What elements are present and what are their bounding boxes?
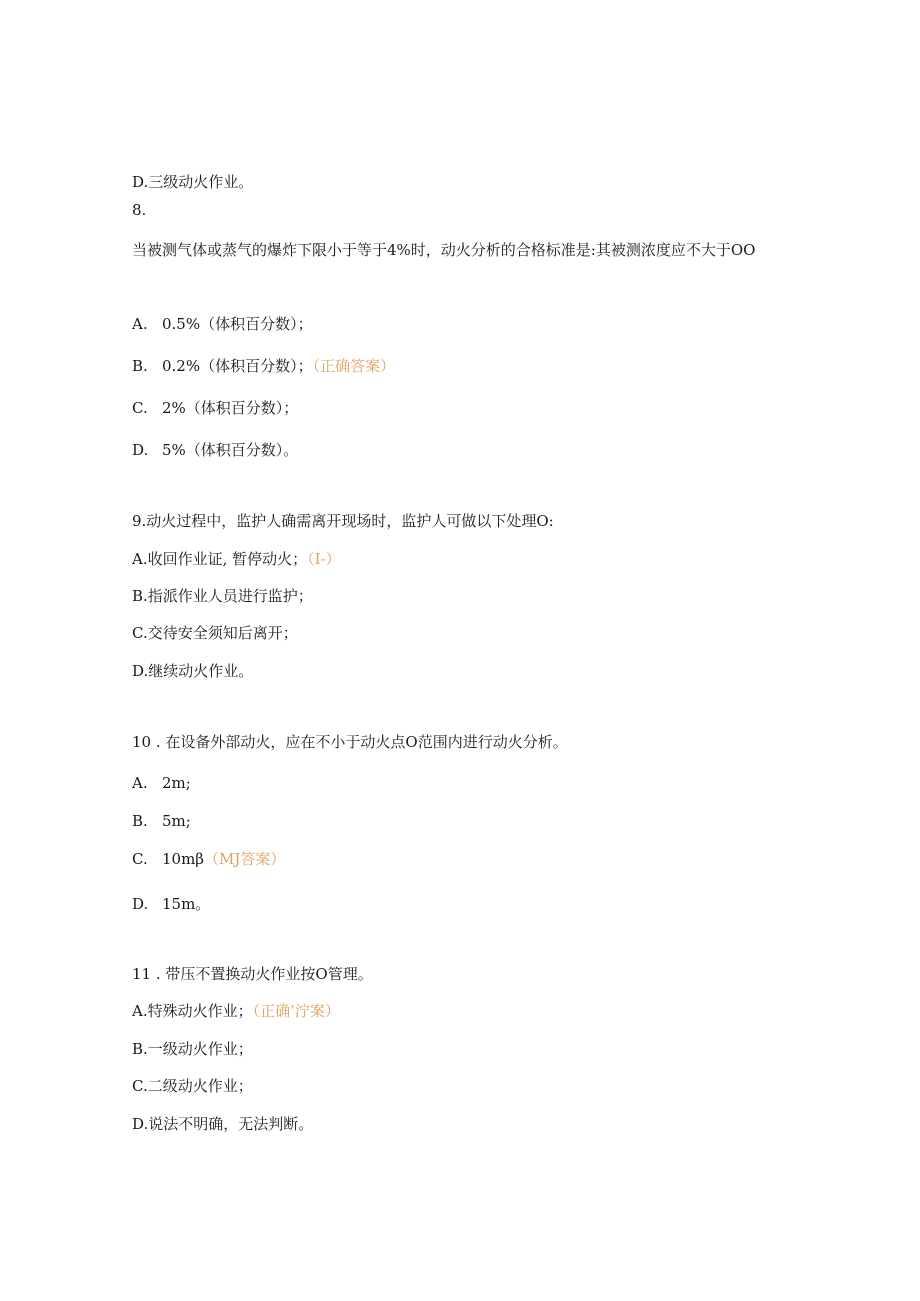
q10-option-b: B. 5m; bbox=[132, 812, 191, 830]
q9-option-c: C.交待安全须知后离开； bbox=[132, 624, 298, 642]
q8-stem: 当被测气体或蒸气的爆炸下限小于等于4%时，动火分析的合格标准是:其被测浓度应不大于OO bbox=[132, 241, 756, 259]
correct-answer-mark: （正确答案） bbox=[312, 357, 396, 375]
q10-option-d: D. 15m。 bbox=[132, 895, 211, 913]
q7-option-d bbox=[132, 172, 253, 192]
q11-option-c: C.二级动火作业； bbox=[132, 1077, 253, 1095]
correct-answer-mark: （正确’泞案） bbox=[252, 1002, 340, 1020]
q9-stem: 9.动火过程中，监护人确需离开现场时，监护人可做以下处理O: bbox=[132, 512, 554, 530]
q9-option-d: D.继续动火作业。 bbox=[132, 662, 254, 680]
q10-option-a: A. 2m; bbox=[132, 774, 191, 792]
q9-option-b: B.指派作业人员进行监护； bbox=[132, 587, 313, 605]
correct-answer-mark: （I-） bbox=[307, 550, 341, 568]
q11-option-b: B.一级动火作业； bbox=[132, 1040, 253, 1058]
q8-number: 8. bbox=[132, 201, 147, 219]
option-text: D.三级动火作业。 bbox=[132, 173, 254, 191]
q8-option-b: B. 0.2%（体积百分数）；（正确答案） bbox=[132, 357, 396, 375]
q8-option-c: C. 2%（体积百分数）； bbox=[132, 399, 299, 417]
q8-option-d: D. 5%（体积百分数）。 bbox=[132, 441, 299, 459]
q8-option-a: A. 0.5%（体积百分数）； bbox=[132, 315, 313, 333]
q11-stem: 11 . 带压不置换动火作业按O管理。 bbox=[132, 965, 373, 983]
q10-stem: 10 . 在设备外部动火，应在不小于动火点O范围内进行动火分析。 bbox=[132, 733, 568, 751]
q10-option-c: C. 10mβ（MJ答案） bbox=[132, 850, 286, 868]
q11-option-a: A.特殊动火作业；（正确’泞案） bbox=[132, 1002, 340, 1020]
correct-answer-mark: （MJ答案） bbox=[203, 850, 286, 868]
q11-option-d: D.说法不明确，无法判断。 bbox=[132, 1115, 314, 1133]
q9-option-a: A.收回作业证, 暂停动火；（I-） bbox=[132, 550, 341, 568]
